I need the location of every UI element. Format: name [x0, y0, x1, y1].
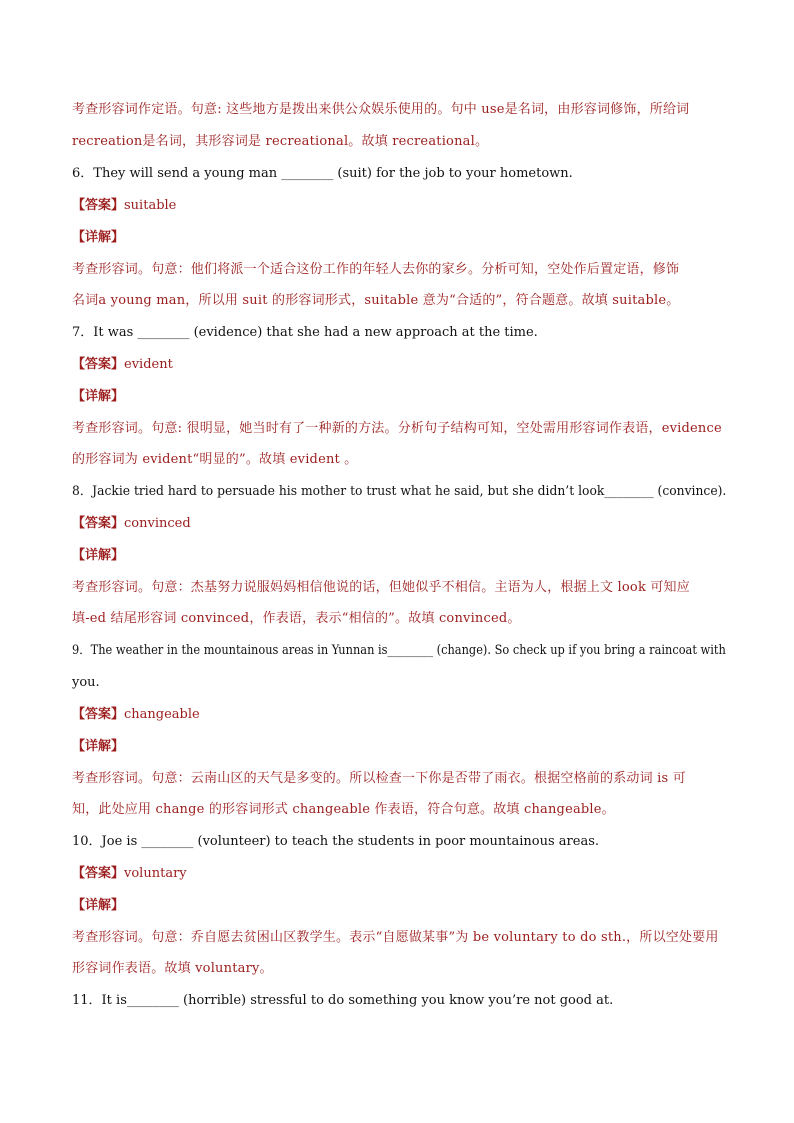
detail-label: 【详解】	[72, 898, 125, 913]
answer-label: 【答案】	[72, 198, 125, 213]
answer-row	[72, 356, 173, 374]
question-9: 9．The weather in the mountainous areas in Yunnan is________ (change). So check up if you bring a raincoat with	[72, 643, 726, 658]
question-11: 11．It is________ (horrible) stressful to do something you know you’re not good at.	[72, 993, 614, 1008]
explanation-line: 填-ed 结尾形容词 convinced，作表语，表示“相信的”。故填 convinced。	[72, 611, 521, 626]
answer-value: convinced	[124, 516, 191, 531]
answer-label: 【答案】	[72, 516, 125, 531]
detail-label: 【详解】	[72, 548, 125, 563]
detail-label: 【详解】	[72, 739, 125, 754]
explanation-line: 考查形容词作定语。句意: 这些地方是拨出来供公众娱乐使用的。句中 use是名词，由形容词修饰，所给词	[72, 102, 690, 117]
question-10: 10．Joe is ________ (volunteer) to teach the students in poor mountainous areas.	[72, 834, 600, 849]
question-9-continued: you.	[72, 675, 100, 690]
explanation-line: 考查形容词。句意：杰基努力说服妈妈相信他说的话，但她似乎不相信。主语为人，根据上文 look 可知应	[72, 580, 690, 595]
answer-value: voluntary	[124, 866, 187, 881]
answer-row	[72, 515, 191, 533]
detail-label: 【详解】	[72, 389, 125, 404]
answer-label: 【答案】	[72, 357, 125, 372]
answer-row	[72, 197, 176, 215]
explanation-line: 形容词作表语。故填 voluntary。	[72, 961, 273, 976]
answer-row	[72, 706, 200, 724]
explanation-line: 知，此处应用 change 的形容词形式 changeable 作表语，符合句意。故填 changeable。	[72, 802, 615, 817]
answer-value: evident	[124, 357, 173, 372]
detail-label: 【详解】	[72, 230, 125, 245]
explanation-line: 考查形容词。句意：乔自愿去贫困山区教学生。表示“自愿做某事”为 be voluntary to do sth.，所以空处要用	[72, 930, 719, 945]
answer-row	[72, 865, 187, 883]
question-6: 6．They will send a young man ________ (suit) for the job to your hometown.	[72, 166, 573, 181]
explanation-line: 名词a young man，所以用 suit 的形容词形式，suitable 意为“合适的”，符合题意。故填 suitable。	[72, 293, 680, 308]
answer-value: changeable	[124, 707, 200, 722]
answer-label: 【答案】	[72, 866, 125, 881]
answer-label: 【答案】	[72, 707, 125, 722]
answer-value: suitable	[124, 198, 177, 213]
explanation-line: recreation是名词，其形容词是 recreational。故填 recreational。	[72, 134, 489, 149]
explanation-line: 考查形容词。句意：云南山区的天气是多变的。所以检查一下你是否带了雨衣。根据空格前的系动词 is 可	[72, 771, 686, 786]
explanation-line: 的形容词为 evident“明显的”。故填 evident 。	[72, 452, 358, 467]
explanation-line: 考查形容词。句意: 很明显，她当时有了一种新的方法。分析句子结构可知，空处需用形容词作表语，evidence	[72, 421, 722, 436]
question-8: 8．Jackie tried hard to persuade his mother to trust what he said, but she didn’t look________ (convince).	[72, 484, 727, 499]
explanation-line: 考查形容词。句意：他们将派一个适合这份工作的年轻人去你的家乡。分析可知，空处作后置定语，修饰	[72, 262, 680, 277]
question-7: 7．It was ________ (evidence) that she had a new approach at the time.	[72, 325, 538, 340]
